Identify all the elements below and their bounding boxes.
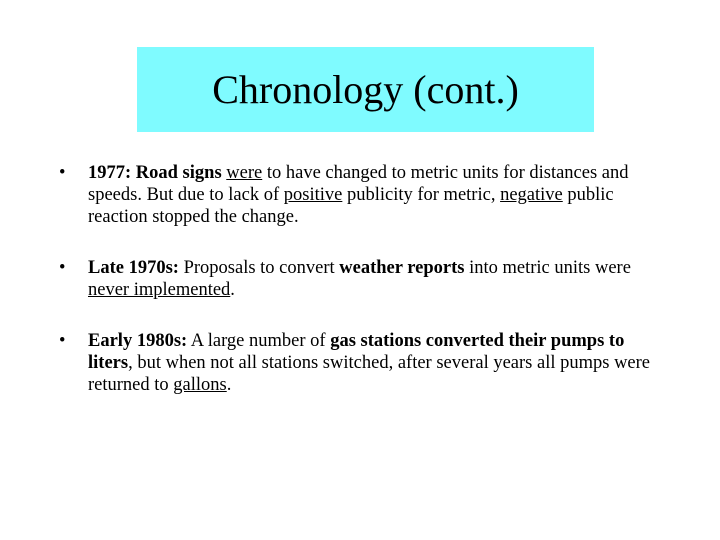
emphasis-underline: positive (283, 185, 343, 205)
slide-title: Chronology (cont.) (212, 66, 519, 112)
title-box (137, 47, 594, 132)
bullet-item-early-1980s (59, 330, 659, 396)
bullet-segment: publicity for metric, (342, 185, 501, 205)
bullet-marker: • (59, 258, 66, 278)
bullet-item-late-1970s (59, 257, 659, 301)
bullet-text (88, 162, 659, 228)
emphasis-bold: gas stations converted their pumps to liters (88, 331, 625, 373)
emphasis-bold: weather reports (339, 258, 465, 278)
bullet-item-1977 (59, 162, 659, 228)
bullet-segment: A large number of (187, 331, 331, 351)
bullet-segment: to have changed to metric units for distances and speeds. But due to lack of (88, 163, 629, 205)
bullet-segment: . (230, 280, 235, 300)
bullet-marker: • (59, 331, 66, 351)
bullet-marker: • (59, 163, 66, 183)
bullet-lead: 1977: Road signs (88, 163, 227, 183)
emphasis-underline: negative (500, 185, 563, 205)
emphasis-underline: gallons (173, 375, 227, 395)
bullet-text (88, 257, 659, 301)
bullet-segment: Proposals to convert (178, 258, 340, 278)
bullet-lead: Early 1980s: (88, 331, 188, 351)
bullet-segment: , but when not all stations switched, after several years all pumps were returned to (88, 353, 651, 395)
emphasis-underline: were (226, 163, 263, 183)
bullet-segment: . (226, 375, 232, 395)
bullet-lead: Late 1970s: (88, 258, 179, 278)
bullet-segment: public reaction stopped the change. (88, 185, 614, 227)
emphasis-underline: never implemented (88, 280, 231, 300)
bullet-segment: into metric units were (464, 258, 631, 278)
bullet-text (88, 330, 659, 396)
